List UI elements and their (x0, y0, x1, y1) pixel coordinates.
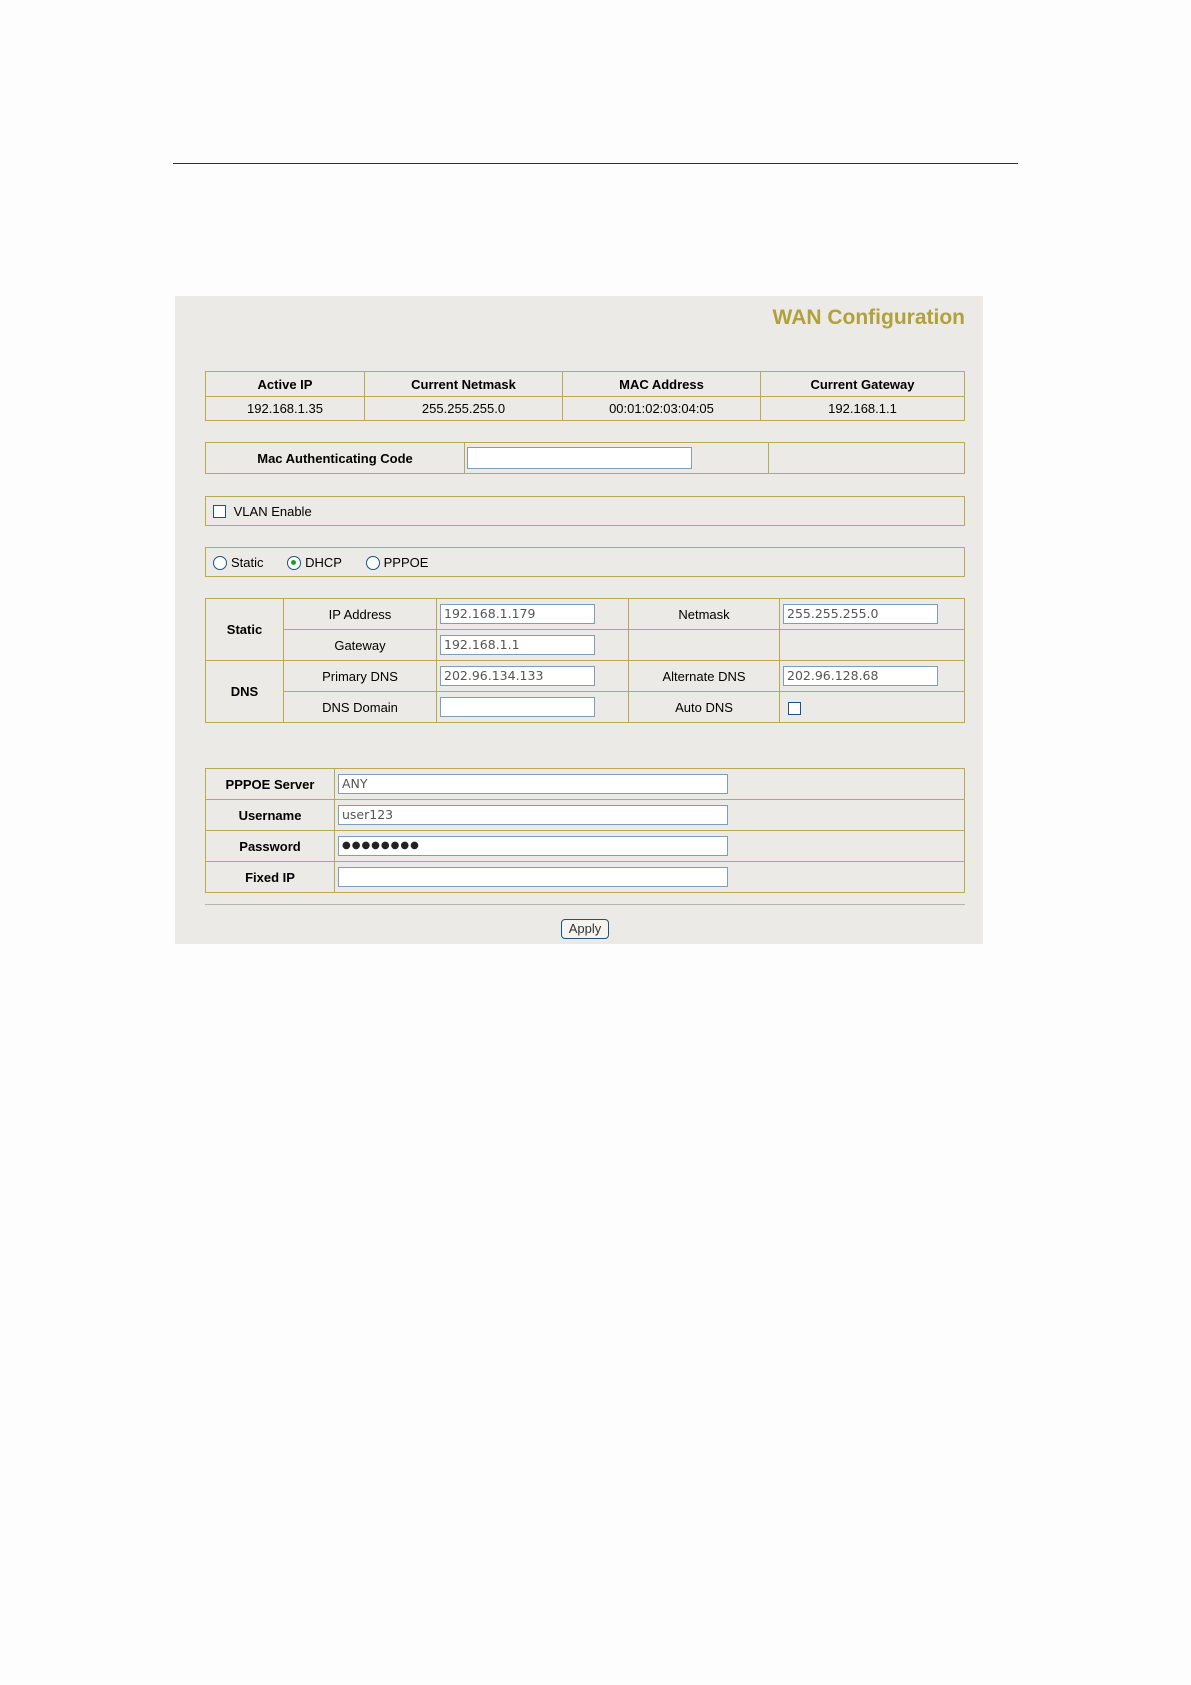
password-input[interactable]: ●●●●●●●● (338, 836, 728, 856)
dns-domain-label: DNS Domain (284, 692, 437, 723)
auto-dns-checkbox[interactable] (788, 702, 801, 715)
current-gateway-value: 192.168.1.1 (761, 397, 965, 421)
mac-auth-input[interactable] (467, 447, 692, 469)
wan-mode-table (205, 547, 965, 577)
gateway-input[interactable]: 192.168.1.1 (440, 635, 595, 655)
ip-address-input[interactable]: 192.168.1.179 (440, 604, 595, 624)
username-label: Username (206, 800, 335, 831)
active-ip-value: 192.168.1.35 (206, 397, 365, 421)
apply-button[interactable]: Apply (561, 919, 609, 939)
header-divider (173, 163, 1018, 164)
ip-address-label: IP Address (284, 599, 437, 630)
vlan-enable-label: VLAN Enable (233, 504, 312, 520)
static-group-label: Static (206, 599, 284, 661)
primary-dns-label: Primary DNS (284, 661, 437, 692)
dns-domain-input[interactable] (440, 697, 595, 717)
pppoe-radio-label: PPPOE (383, 555, 429, 571)
header-active-ip: Active IP (206, 372, 365, 397)
static-dns-table (205, 598, 965, 723)
pppoe-server-input[interactable]: ANY (338, 774, 728, 794)
pppoe-radio[interactable] (366, 556, 380, 570)
mac-auth-table (205, 442, 965, 474)
vlan-table (205, 496, 965, 526)
header-mac-address: MAC Address (563, 372, 761, 397)
pppoe-server-label: PPPOE Server (206, 769, 335, 800)
page-title: WAN Configuration (772, 306, 965, 329)
primary-dns-input[interactable]: 202.96.134.133 (440, 666, 595, 686)
wan-config-panel (175, 296, 983, 944)
pppoe-table (205, 768, 965, 893)
gateway-label: Gateway (284, 630, 437, 661)
static-radio-label: Static (231, 555, 264, 571)
static-radio[interactable] (213, 556, 227, 570)
dns-group-label: DNS (206, 661, 284, 723)
fixed-ip-input[interactable] (338, 867, 728, 887)
dhcp-radio[interactable] (287, 556, 301, 570)
mac-address-value: 00:01:02:03:04:05 (563, 397, 761, 421)
auto-dns-label: Auto DNS (629, 692, 780, 723)
username-input[interactable]: user123 (338, 805, 728, 825)
form-divider (205, 904, 965, 905)
current-netmask-value: 255.255.255.0 (365, 397, 563, 421)
wan-status-table (205, 371, 965, 421)
vlan-enable-checkbox[interactable] (213, 505, 226, 518)
fixed-ip-label: Fixed IP (206, 862, 335, 893)
password-label: Password (206, 831, 335, 862)
alternate-dns-input[interactable]: 202.96.128.68 (783, 666, 938, 686)
header-current-gateway: Current Gateway (761, 372, 965, 397)
header-current-netmask: Current Netmask (365, 372, 563, 397)
alternate-dns-label: Alternate DNS (629, 661, 780, 692)
netmask-label: Netmask (629, 599, 780, 630)
mac-auth-label: Mac Authenticating Code (206, 443, 465, 474)
netmask-input[interactable]: 255.255.255.0 (783, 604, 938, 624)
dhcp-radio-label: DHCP (305, 555, 342, 571)
